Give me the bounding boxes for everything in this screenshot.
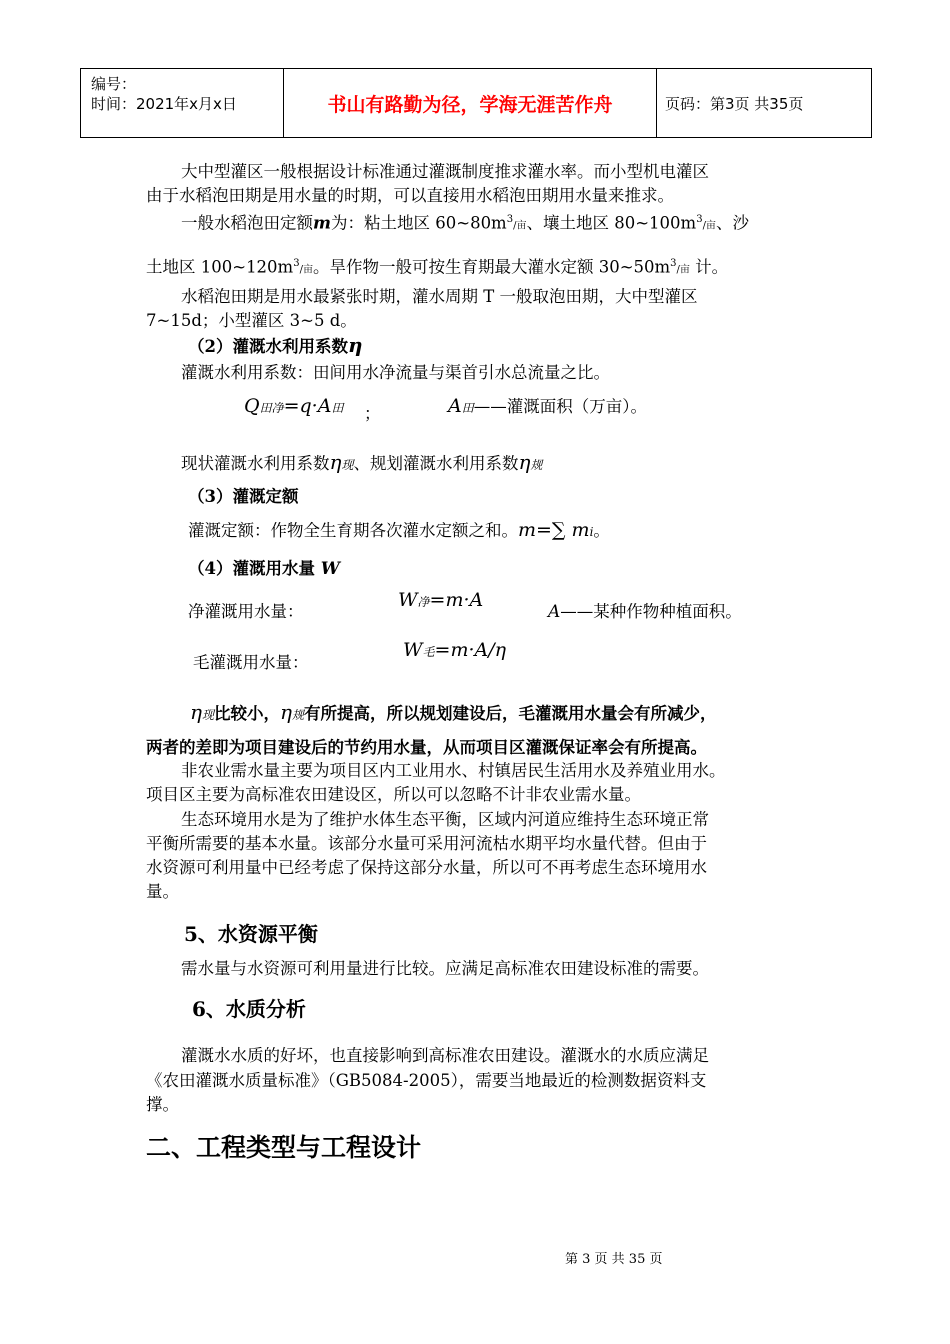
para-line: 由于水稻泡田期是用水量的时期，可以直接用水稻泡田期用水量来推求。 bbox=[146, 186, 674, 205]
para-line: 需水量与水资源可利用量进行比较。应满足高标准农田建设标准的需要。 bbox=[181, 959, 709, 978]
para-line: 非农业需水量主要为项目区内工业用水、村镇居民生活用水及养殖业用水。 bbox=[181, 761, 726, 780]
definition-eta: 灌溉水利用系数：田间用水净流量与渠首引水总流量之比。 bbox=[181, 363, 610, 382]
quota-definition: 灌溉定额：作物全生育期各次灌水定额之和。m=∑ mi。 bbox=[188, 519, 610, 541]
subheading-irrigation-coefficient: （2）灌溉水利用系数η bbox=[188, 333, 363, 357]
time-label: 时间：2021年x月x日 bbox=[91, 95, 237, 113]
bold-conclusion-line: η现比较小，η规有所提高，所以规划建设后，毛灌溉用水量会有所减少， bbox=[190, 700, 717, 724]
eta-line: 现状灌溉水利用系数η现、规划灌溉水利用系数η规 bbox=[181, 450, 543, 474]
para-line: 水资源可利用量中已经考虑了保持这部分水量，所以可不再考虑生态环境用水 bbox=[146, 858, 707, 877]
page-footer: 第 3 页 共 35 页 bbox=[565, 1252, 663, 1267]
subheading-water-use: （4）灌溉用水量 W bbox=[188, 559, 340, 579]
subheading-irrigation-quota: （3）灌溉定额 bbox=[188, 487, 299, 506]
header-meta-cell bbox=[81, 69, 284, 137]
para-line: 量。 bbox=[146, 882, 179, 901]
para-line: 平衡所需要的基本水量。该部分水量可采用河流枯水期平均水量代替。但由于 bbox=[146, 834, 707, 853]
para-line: 一般水稻泡田定额m为：粘土地区 $60\sim 80m^3/$亩、壤土地区 $80\sim 100m^3/$亩、沙 bbox=[181, 213, 749, 234]
formula-q: Q田净=q·A田 bbox=[244, 395, 344, 417]
chapter-heading: 二、工程类型与工程设计 bbox=[146, 1133, 422, 1162]
formula-net-water: W净=m·A bbox=[398, 589, 484, 611]
header-page-info: 页码：第3页 共35页 bbox=[665, 94, 804, 113]
gross-water-label: 毛灌溉用水量： bbox=[193, 653, 309, 672]
page-header bbox=[80, 68, 872, 138]
para-line: 《农田灌溉水质量标准》（GB5084-2005），需要当地最近的检测数据资料支 bbox=[146, 1071, 707, 1090]
section-heading-water-balance: 5、水资源平衡 bbox=[184, 922, 318, 946]
net-water-label: 净灌溉用水量： bbox=[188, 602, 304, 621]
para-line: 项目区主要为高标准农田建设区，所以可以忽略不计非农业需水量。 bbox=[146, 785, 641, 804]
number-label: 编号： bbox=[91, 75, 137, 93]
para-line: 水稻泡田期是用水最紧张时期，灌水周期 T 一般取泡田期，大中型灌区 bbox=[181, 287, 698, 306]
para-line: 灌溉水水质的好坏，也直接影响到高标准农田建设。灌溉水的水质应满足 bbox=[181, 1046, 709, 1065]
para-line: 土地区 $100\sim 120m^3/$亩。旱作物一般可按生育期最大灌水定额 $30\sim 50m^3/$亩 计。 bbox=[146, 257, 729, 277]
formula-gross-water: W毛=m·A/η bbox=[403, 639, 507, 661]
bold-conclusion-line: 两者的差即为项目建设后的节约用水量，从而项目区灌溉保证率会有所提高。 bbox=[146, 738, 707, 757]
formula-a-definition: A田——灌溉面积（万亩）。 bbox=[448, 395, 647, 417]
para-line: 大中型灌区一般根据设计标准通过灌溉制度推求灌水率。而小型机电灌区 bbox=[181, 162, 709, 181]
para-line: 撑。 bbox=[146, 1095, 179, 1114]
formula-separator: ； bbox=[364, 404, 381, 423]
header-motto: 书山有路勤为径，学海无涯苦作舟 bbox=[284, 69, 657, 137]
net-a-definition: A——某种作物种植面积。 bbox=[548, 602, 742, 622]
para-line: 生态环境用水是为了维护水体生态平衡，区域内河道应维持生态环境正常 bbox=[181, 810, 709, 829]
para-line: 7~15d；小型灌区 3~5 d。 bbox=[146, 311, 357, 330]
section-heading-water-quality: 6、水质分析 bbox=[192, 997, 306, 1021]
